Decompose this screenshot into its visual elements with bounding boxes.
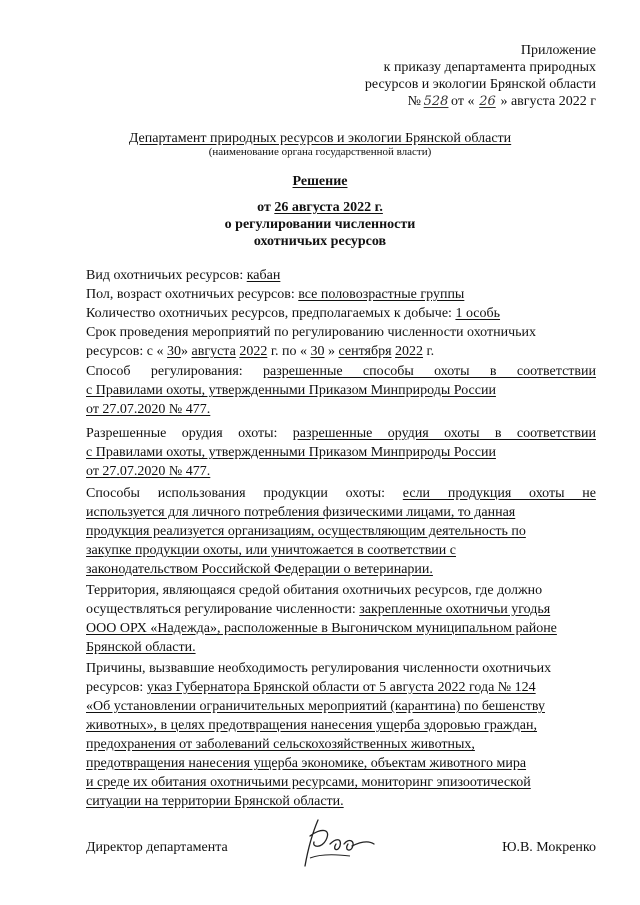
order-date-suffix: » августа 2022 г: [500, 94, 596, 109]
reasons-line8: ситуации на территории Брянской области.: [86, 794, 344, 809]
order-reference-line2: ресурсов и экологии Брянской области: [364, 77, 596, 92]
method-line1: Способ регулирования: разрешенные способы охоты в соответствии: [86, 364, 596, 379]
territory-line2: осуществляться регулирование численности: закрепленные охотничьи угодья: [86, 602, 551, 617]
order-date-mid: от «: [451, 94, 475, 109]
signatory-name: Ю.В. Мокренко: [502, 840, 596, 855]
method-line2: с Правилами охоты, утвержденными Приказом Минприроды России: [86, 383, 496, 398]
tools-value: разрешенные орудия охоты в соответствии: [292, 426, 596, 441]
reasons-line7: и среде их обитания охотничьими ресурсами, мониторинг эпизоотической: [86, 775, 531, 790]
term-to-day: 30: [310, 344, 325, 359]
term-line2: ресурсов: с « 30» августа 2022 г. по « 30 » сентября 2022 г.: [86, 344, 435, 359]
order-number-line: [408, 93, 596, 110]
species-field: Вид охотничьих ресурсов: кабан: [86, 268, 281, 283]
use-line1: Способы использования продукции охоты: если продукция охоты не: [86, 486, 597, 501]
term-to-year: 2022: [395, 344, 424, 359]
order-reference-line1: к приказу департамента природных: [383, 60, 596, 75]
order-number-handwritten: 528: [423, 94, 449, 109]
use-line4: закупке продукции охоты, или уничтожается в соответствии с: [86, 543, 457, 558]
reasons-line2: ресурсов: указ Губернатора Брянской области от 5 августа 2022 года № 124: [86, 680, 536, 695]
reasons-line6: предотвращения нанесения ущерба экономике, объектам животного мира: [86, 756, 527, 771]
tools-line1: Разрешенные орудия охоты: разрешенные орудия охоты в соответствии: [86, 426, 596, 441]
reasons-line3: «Об установлении ограничительных мероприятий (карантина) по бешенству: [86, 699, 545, 714]
count-field: Количество охотничьих ресурсов, предполагаемых к добыче: 1 особь: [86, 306, 501, 321]
organization-caption: (наименование органа государственной власти): [208, 146, 432, 158]
tools-line2: с Правилами охоты, утвержденными Приказом Минприроды России: [86, 445, 496, 460]
document-title: Решение: [292, 174, 348, 189]
order-day-handwritten: 26: [479, 94, 496, 109]
tools-line3: от 27.07.2020 № 477.: [86, 464, 211, 479]
reasons-line5: предохранения от заболеваний сельскохозяйственных животных,: [86, 737, 475, 752]
term-from-year: 2022: [239, 344, 268, 359]
decision-subject-line1: о регулировании численности: [224, 217, 416, 232]
decision-date: от 26 августа 2022 г.: [257, 200, 383, 215]
use-value: если продукция охоты не: [402, 486, 597, 501]
signatory-position: Директор департамента: [86, 840, 228, 855]
organization-name: Департамент природных ресурсов и экологии Брянской области: [128, 131, 512, 146]
reasons-line1: Причины, вызвавшие необходимость регулирования численности охотничьих: [86, 661, 552, 676]
reasons-line4: животных», в целях предотвращения нанесения ущерба здоровью граждан,: [86, 718, 538, 733]
handwritten-signature: [290, 814, 380, 874]
count-value: 1 особь: [455, 306, 501, 321]
territory-line3: ООО ОРХ «Надежда», расположенные в Выгоничском муниципальном районе: [86, 621, 557, 636]
sex-age-field: Пол, возраст охотничьих ресурсов: все половозрастные группы: [86, 287, 465, 302]
method-line3: от 27.07.2020 № 477.: [86, 402, 211, 417]
use-line3: продукция реализуется организациям, осуществляющим деятельность по: [86, 524, 526, 539]
use-line5: законодательством Российской Федерации о ветеринарии.: [86, 562, 433, 577]
decision-subject-line2: охотничьих ресурсов: [253, 234, 387, 249]
species-value: кабан: [246, 268, 281, 283]
order-number-prefix: №: [407, 94, 422, 109]
territory-line4: Брянской области.: [86, 640, 196, 655]
territory-line1: Территория, являющаяся средой обитания охотничьих ресурсов, где должно: [86, 583, 543, 598]
term-line1: Срок проведения мероприятий по регулированию численности охотничьих: [86, 325, 537, 340]
appendix-label: Приложение: [520, 43, 596, 58]
term-to-month: сентября: [338, 344, 392, 359]
sex-age-value: все половозрастные группы: [298, 287, 465, 302]
method-value: разрешенные способы охоты в соответствии: [263, 364, 596, 379]
reasons-value: указ Губернатора Брянской области от 5 августа 2022 года № 124: [146, 680, 536, 695]
term-from-month: августа: [191, 344, 236, 359]
use-line2: используется для личного потребления физическими лицами, то данная: [86, 505, 516, 520]
territory-value: закрепленные охотничьи угодья: [359, 602, 551, 617]
term-from-day: 30: [167, 344, 182, 359]
